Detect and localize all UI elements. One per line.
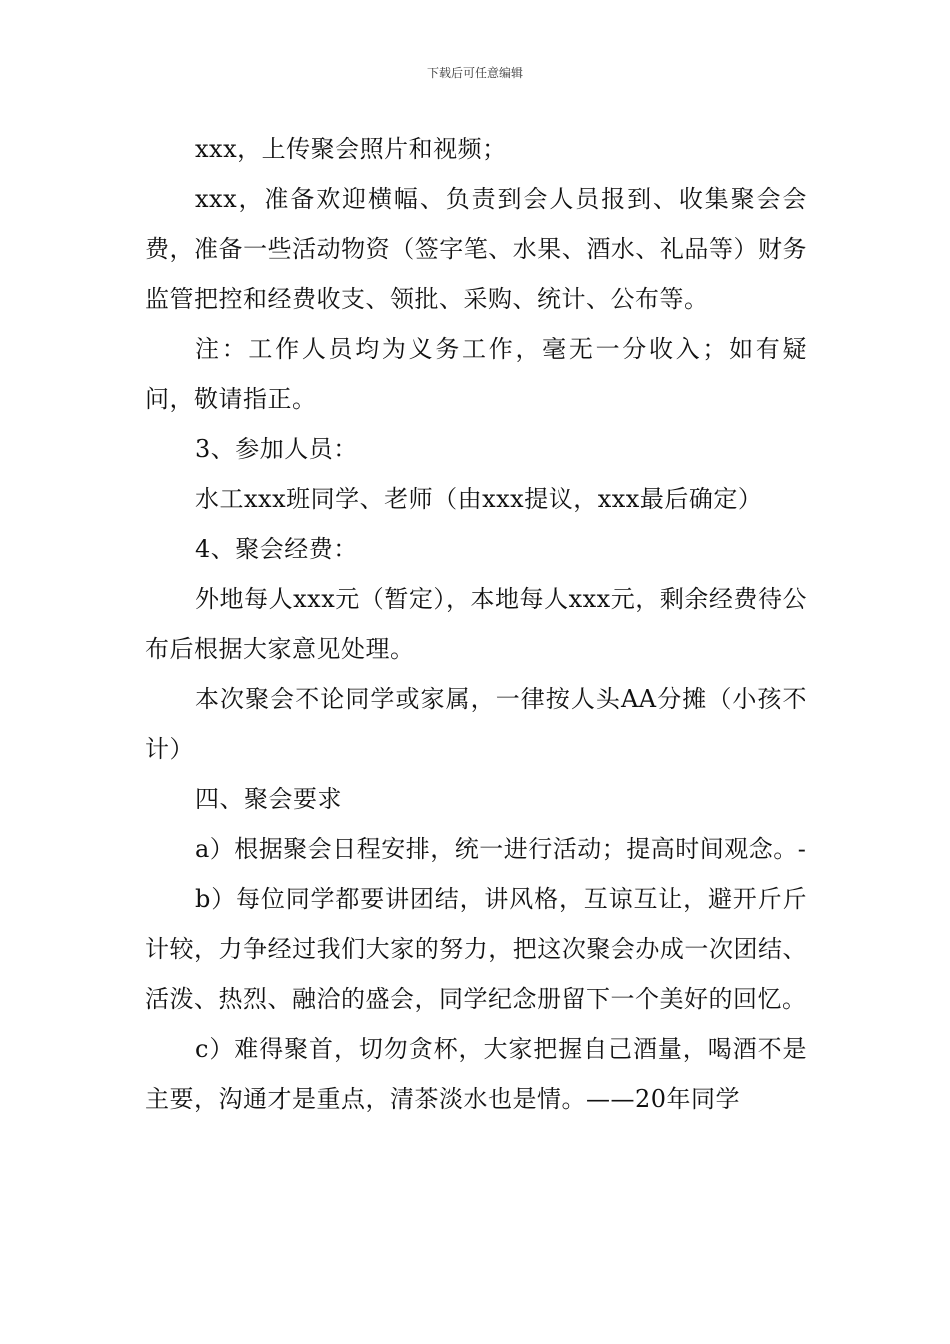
paragraph-upload-photos: xxx，上传聚会照片和视频； [195,135,507,163]
document-body [145,124,807,1124]
paragraph-aa-split: 本次聚会不论同学或家属，一律按人头AA分摊（小孩不计） [145,685,807,763]
section-heading-participants: 3、参加人员： [195,435,358,463]
paragraph-fee-amounts: 外地每人xxx元（暂定），本地每人xxx元，剩余经费待公布后根据大家意见处理。 [145,585,807,663]
requirement-item-a: a）根据聚会日程安排，统一进行活动；提高时间观念。- [195,835,807,863]
section-heading-requirements: 四、聚会要求 [195,785,342,813]
section-heading-fees: 4、聚会经费： [195,535,358,563]
paragraph-note-volunteer: 注：工作人员均为义务工作，毫无一分收入；如有疑问，敬请指正。 [145,335,807,413]
requirement-item-b: b）每位同学都要讲团结，讲风格，互谅互让，避开斤斤计较，力争经过我们大家的努力，把这次聚会办成一次团结、活泼、热烈、融洽的盛会，同学纪念册留下一个美好的回忆。 [145,885,807,1013]
page-header: 下载后可任意编辑 [426,66,523,80]
paragraph-participants: 水工xxx班同学、老师（由xxx提议，xxx最后确定） [195,485,763,513]
paragraph-banner-and-fees: xxx，准备欢迎横幅、负责到会人员报到、收集聚会会费，准备一些活动物资（签字笔、水果、酒水、礼品等）财务监管把控和经费收支、领批、采购、统计、公布等。 [145,185,807,313]
requirement-item-c: c）难得聚首，切勿贪杯，大家把握自己酒量，喝酒不是主要，沟通才是重点，清茶淡水也是情。——20年同学 [145,1035,807,1113]
